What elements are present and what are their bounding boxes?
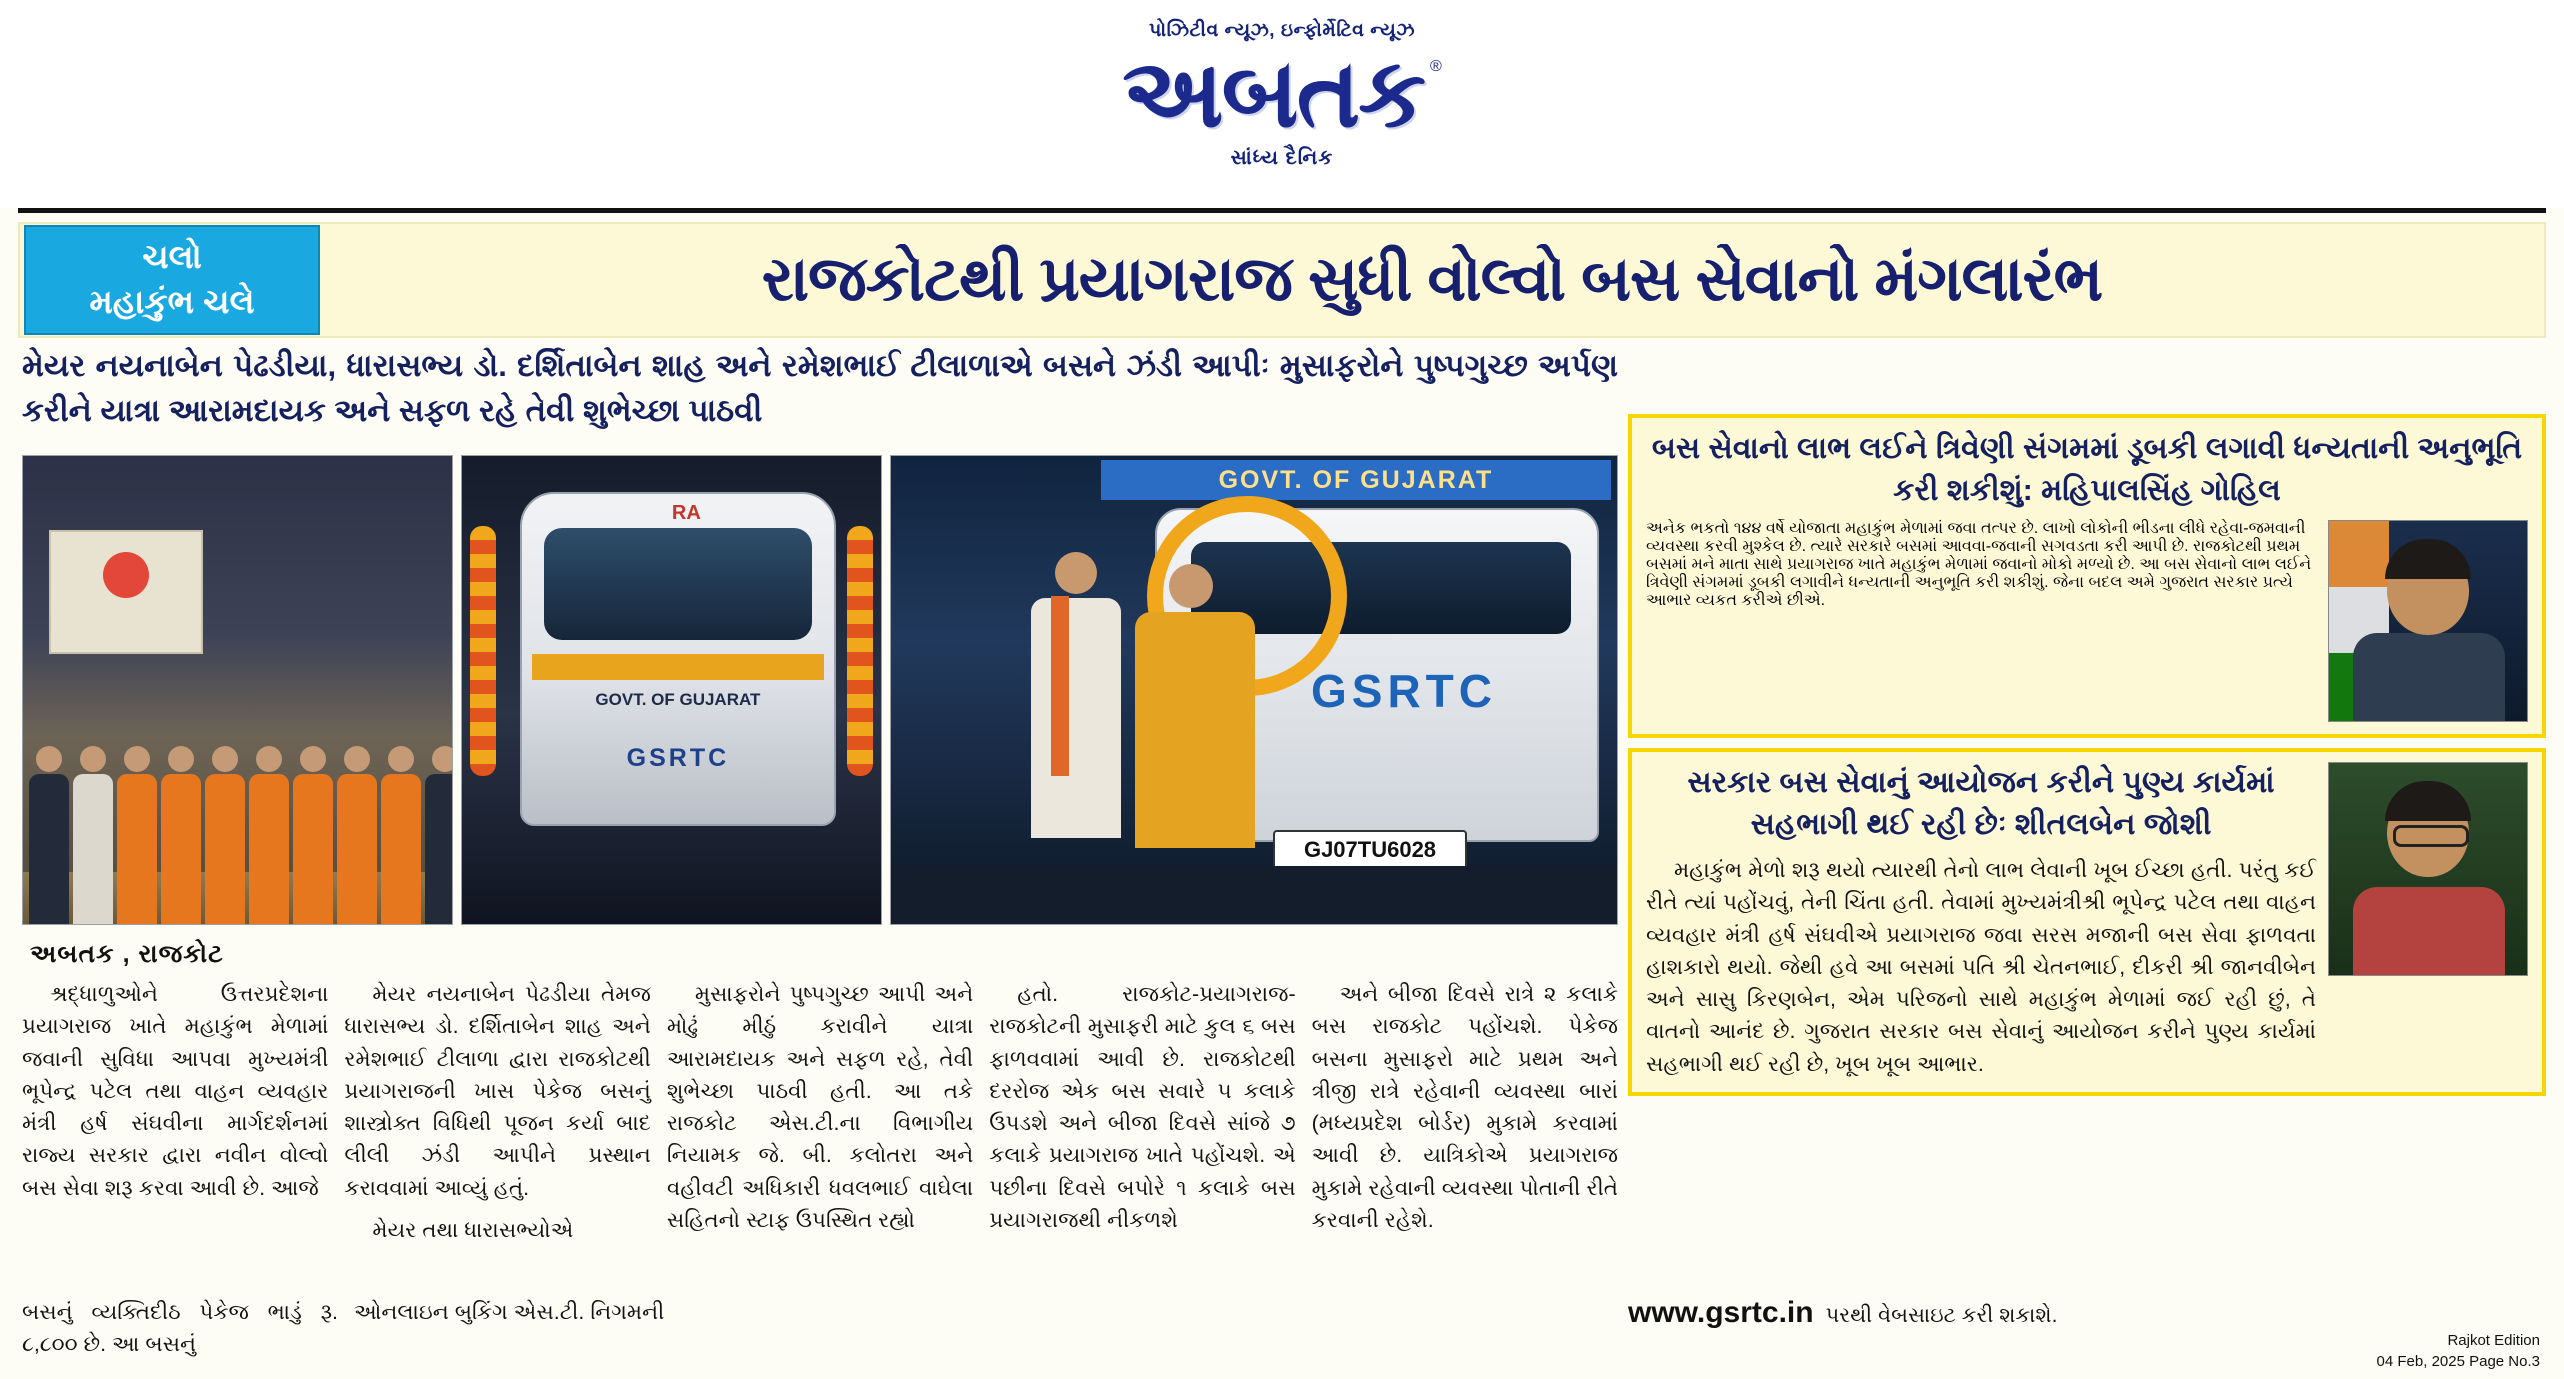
person-body [1135, 612, 1255, 848]
article-column-1 [22, 978, 328, 1330]
person-body [249, 774, 289, 924]
person [293, 746, 333, 924]
edition-name: Rajkot Edition [2447, 1332, 2540, 1349]
official-male [1031, 552, 1121, 842]
byline: અબતક , રાજકોટ [30, 940, 224, 968]
volvo-bus-front-photo [461, 455, 882, 925]
person [161, 746, 201, 924]
quote-text-wrap [1646, 762, 2316, 1080]
quote-box-shitalben [1628, 748, 2546, 1096]
bus-brand-label: GSRTC [626, 744, 730, 772]
quote-content [1646, 762, 2528, 1080]
website-footer [1628, 1296, 2546, 1330]
website-footer-text: પરથી વેબસાઇટ કરી શકાશે. [1825, 1304, 2058, 1327]
quote-heading: બસ સેવાનો લાભ લઈને ત્રિવેણી સંગમમાં ડૂબકી લગાવી ધન્યતાની અનુભૂતિ કરી શકીશું: મહિપાલસિંહ ગોહિલ [1651, 432, 2523, 507]
quote-text: અનેક ભકતો ૧૪૪ વર્ષે યોજાતા મહાકુંભ મેળામાં જવા તત્પર છે. લાખો લોકોની ભીડના લીધે રહેવા-જમવાની વ્યવસ્થા કરવી મુશ્કેલ છે. ત્યારે સરકારે બસમાં આવવા-જવાની સગવડતા કરી આપી છે. રાજકોટથી પ્રથમ બસમાં મને માતા સાથે પ્રયાગરાજ ખાતે મહાકુંભ મેળામાં જવાનો મોકો મળ્યો છે. આ બસ સેવાનો લાભ લઈને ત્રિવેણી સંગમમાં ડૂબકી લગાવીને ધન્યતાની અનુભૂતિ કરી શકીશું. જેના બદલ અમે ગુજરાત સરકાર પ્રત્યે આભાર વ્યકત કરીએ છીએ. [1646, 520, 2312, 609]
mahipalsinh-gohil-photo [2328, 520, 2528, 722]
quote-box-inner [1632, 752, 2542, 1092]
person-body [293, 774, 333, 924]
bus-body [520, 492, 836, 826]
article-column-2 [344, 978, 650, 1330]
person-body [425, 774, 453, 924]
bus-number-plate: GJ07TU6028 [1273, 830, 1467, 870]
person [249, 746, 289, 924]
person-head-icon [432, 746, 453, 772]
person-head-icon [300, 746, 326, 772]
bus-windshield [544, 528, 812, 640]
person-body [205, 774, 245, 924]
edition-date-page: 04 Feb, 2025 Page No.3 [2376, 1353, 2540, 1370]
article-column-3 [667, 978, 973, 1330]
person-body [337, 774, 377, 924]
person-body [2353, 887, 2505, 975]
headline-band [18, 222, 2546, 338]
person-head-icon [212, 746, 238, 772]
quote-box-mahipalsinh [1628, 414, 2546, 738]
person-body [29, 774, 69, 924]
article-deck: મેયર નયનાબેન પેઢડીયા, ધારાસભ્ય ડો. દર્શિતાબેન શાહ અને રમેશભાઈ ટીલાળાએ બસને ઝંડી આપીઃ મુસાફરોને પુષ્પગુચ્છ અર્પણ કરીને યાત્રા આરામદાયક અને સફળ રહે તેવી શુભેચ્છા પાઠવી [22, 348, 1618, 428]
ceremony-people-row [23, 674, 452, 924]
ceremony-photo [22, 455, 453, 925]
kumbh-banner-emblem-icon [103, 552, 149, 598]
paragraph: અને બીજા દિવસે રાત્રે ૨ કલાકે બસ રાજકોટ પહોંચશે. પેકેજ બસના મુસાફરો માટે પ્રથમ અને ત્રીજી રાત્રે રહેવાની વ્યવસ્થા બારાં (મધ્યપ્રદેશ બોર્ડર) મુકામે કરવામાં આવી છે. યાત્રિકોએ પ્રયાગરાજ મુકામે રહેવાની વ્યવસ્થા પોતાની રીતે કરવાની રહેશે. [1311, 982, 1619, 1232]
footer-col-2: ઓનલાઇન બુકિંગ એસ.ટી. નિગમની [354, 1300, 665, 1324]
person-head-icon [388, 746, 414, 772]
quote-box-inner [1632, 418, 2542, 734]
article-body [22, 978, 1618, 1330]
bus-govt-label: GOVT. OF GUJARAT [595, 690, 761, 709]
person-head-icon [36, 746, 62, 772]
sidebar-quotes [1628, 414, 2546, 1106]
glasses-icon [2393, 825, 2469, 847]
person [425, 746, 453, 924]
person-head-icon [80, 746, 106, 772]
person [117, 746, 157, 924]
paragraph: મેયર તથા ધારાસભ્યોએ [372, 1217, 574, 1242]
quote-heading: સરકાર બસ સેવાનું આયોજન કરીને પુણ્ય કાર્યમાં સહભાગી થઈ રહી છેઃ શીતલબેન જોશી [1687, 766, 2275, 841]
masthead-logo-wrap [1122, 40, 1442, 147]
person-head-icon [1055, 552, 1097, 594]
footer-col-1: બસનું વ્યક્તિદીઠ પેકેજ ભાડું રૂ. ૮,૮૦૦ છે. આ બસનું [22, 1300, 338, 1357]
website-url[interactable]: www.gsrtc.in [1628, 1296, 1814, 1329]
registered-trademark-icon: ® [1430, 58, 1442, 75]
person-body [2353, 633, 2505, 721]
person [29, 746, 69, 924]
paragraph: હતો. રાજકોટ-પ્રયાગરાજ-રાજકોટની મુસાફરી માટે કુલ ૬ બસ ફાળવવામાં આવી છે. રાજકોટથી દરરોજ એક બસ સવારે ૫ કલાકે ઉપડશે અને બીજા દિવસે સાંજે ૭ કલાકે પ્રયાગરાજ ખાતે પહોંચશે. એ પછીના દિવસે બપોરે ૧ કલાકે બસ પ્રયાગરાજથી નીકળશે [989, 982, 1296, 1232]
person [381, 746, 421, 924]
paragraph: મુસાફરોને પુષ્પગુચ્છ આપી અને મોઢું મીઠું કરાવીને યાત્રા આરામદાયક અને સફળ રહે, તેવી શુભેચ્છા પાઠવી હતી. આ તકે રાજકોટ એસ.ટી.ના વિભાગીય નિયામક જે. બી. કલોતરા અને વહીવટી અધિકારી ધવલભાઈ વાઘેલા સહિતનો સ્ટાફ ઉપસ્થિત રહ્યો [666, 982, 974, 1232]
quote-text: મહાકુંભ મેળો શરૂ થયો ત્યારથી તેનો લાભ લેવાની ખૂબ ઈચ્છા હતી. પરંતુ કઈ રીતે ત્યાં પહોંચવું, તેની ચિંતા હતી. તેવામાં મુખ્યમંત્રીશ્રી ભૂપેન્દ્ર પટેલ તથા વાહન વ્યવહાર મંત્રી હર્ષ સંઘવીએ પ્રયાગરાજ જવા સરસ મજાની બસ સેવા ફાળવતા હાશકારો થયો. જેથી હવે આ બસમાં પતિ શ્રી ચેતનભાઈ, દીકરી શ્રી જાનવીબેન અને સાસુ કિરણબેન, એમ પરિજનો સાથે મહાકુંભ મેળામાં જઈ રહી છું, તે વાતનો આનંદ છે. ગુજરાત સરકાર બસ સેવાનું આયોજન કરીને પુણ્ય કાર્યમાં સહભાગી થઈ રહી છે, ખૂબ ખૂબ આભાર. [1646, 858, 2316, 1076]
person-scarf [1051, 596, 1069, 776]
page-title: રાજકોટથી પ્રયાગરાજ સુધી વોલ્વો બસ સેવાનો મંગલારંભ [761, 245, 2103, 314]
bus-route-badge: RA [671, 502, 701, 524]
article-footer-line [22, 1296, 1618, 1361]
person-body [117, 774, 157, 924]
campaign-badge [24, 225, 320, 335]
person [73, 746, 113, 924]
campaign-badge-line2: મહાકુંભ ચલે [89, 283, 255, 320]
person-body [161, 774, 201, 924]
kumbh-banner [49, 530, 203, 654]
person-body [1031, 598, 1121, 838]
flag-off-floor [891, 866, 1617, 924]
edition-info [2377, 1330, 2540, 1372]
person [205, 746, 245, 924]
marigold-garland-right [847, 526, 873, 776]
person-body [381, 774, 421, 924]
person-head-icon [1169, 564, 1213, 608]
person-head-icon [168, 746, 194, 772]
masthead-subtitle: સાંધ્ય દૈનિક [1230, 146, 1334, 169]
masthead-tagline: પોઝિટીવ ન્યૂઝ, ઇન્ફોર્મેટિવ ન્યૂઝ [1148, 20, 1415, 41]
masthead [0, 0, 2564, 208]
person-head-icon [344, 746, 370, 772]
article-column-4 [989, 978, 1295, 1330]
paragraph: શ્રદ્ધાળુઓને ઉત્તરપ્રદેશના પ્રયાગરાજ ખાતે મહાકુંભ મેળામાં જવાની સુવિધા આપવા મુખ્યમંત્રી ભૂપેન્દ્ર પટેલ તથા વાહન વ્યવહાર મંત્રી હર્ષ સંઘવીના માર્ગદર્શનમાં રાજ્ય સરકાર દ્વારા નવીન વોલ્વો બસ સેવા શરૂ કરવા આવી છે. આજે [22, 982, 329, 1200]
masthead-logo: અબતક [1122, 40, 1424, 147]
bus-yellow-stripe [532, 654, 824, 680]
article-column-5 [1312, 978, 1618, 1330]
marigold-garland-left [470, 526, 496, 776]
campaign-badge-line1: ચલો [142, 238, 202, 276]
bus-top-banner: GOVT. OF GUJARAT [1101, 460, 1611, 500]
person-head-icon [256, 746, 282, 772]
bus-brand-label: GSRTC [1311, 665, 1497, 717]
photo-row [22, 455, 1618, 925]
quote-content [1646, 520, 2528, 722]
person [337, 746, 377, 924]
person-head-icon [124, 746, 150, 772]
person-body [73, 774, 113, 924]
flag-off-photo [890, 455, 1618, 925]
official-female [1135, 564, 1255, 844]
masthead-divider [18, 208, 2546, 213]
paragraph: મેયર નયનાબેન પેઢડીયા તેમજ ધારાસભ્ય ડો. દર્શિતાબેન શાહ અને રમેશભાઈ ટીલાળા દ્વારા રાજકોટથી પ્રયાગરાજની ખાસ પેકેજ બસનું શાસ્ત્રોક્ત વિધિથી પૂજન કર્યા બાદ લીલી ઝંડી આપીને પ્રસ્થાન કરાવવામાં આવ્યું હતું. [344, 982, 651, 1200]
shitalben-joshi-photo [2328, 762, 2528, 976]
